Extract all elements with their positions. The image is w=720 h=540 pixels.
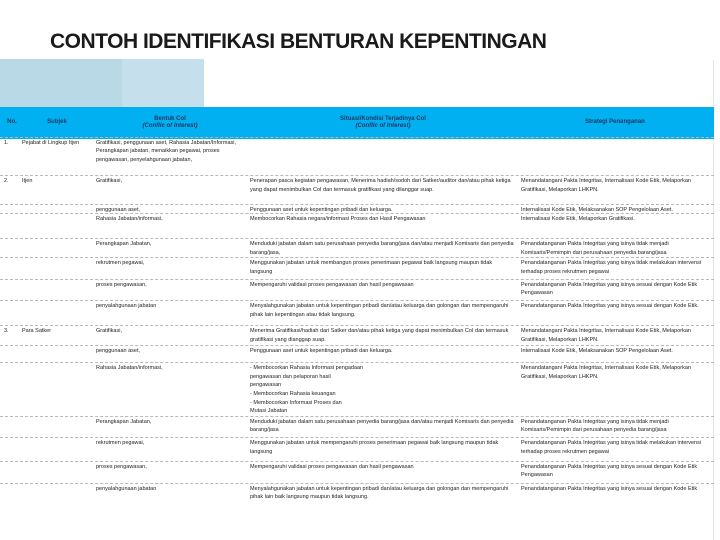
cell-bentuk: penyalahgunaan jabatan bbox=[96, 303, 157, 310]
cell-bentuk: rekrutmen pegawai, bbox=[96, 260, 145, 267]
row-separator bbox=[0, 345, 714, 346]
cell-situasi: Menyalahgunakan jabatan untuk kepentingan pribadi dan/atau keluarga dan golongan dan mempengaruhi pihak lain kepentingan atau tidak langsung. bbox=[250, 303, 509, 318]
row-separator bbox=[0, 257, 714, 258]
cell-strategi: Internalisasi Kode Etik, Melaporkan Gratifikasi. bbox=[521, 215, 635, 222]
cell-bentuk: Perangkapan Jabatan, bbox=[96, 241, 152, 248]
decorative-box bbox=[0, 59, 204, 107]
cell-situasi: Menyalahgunakan jabatan untuk kepentingan pribadi dan/atau keluarga dan golongan dan mempengaruhi pihak lain baik langsung maupun tidak langsung. bbox=[250, 485, 509, 501]
header-bentuk bbox=[94, 107, 246, 139]
row-separator bbox=[0, 204, 714, 205]
bullet-line: - Membocorkan Rahasia keuangan bbox=[250, 390, 336, 397]
cell-bentuk: Gratifikasi, penggunaan aset, Rahasia Jabatan/Informasi, Perangkapan jabatan, menaikkan pegawai, proses pengawasan, penyelahgunaan jabatan, bbox=[96, 139, 237, 163]
cell-strategi: Penandatanganan Pakta Integritas yang isinya tidak menjadi Komisaris/Pemimpin dari perusahaan penyedia barang/jasa bbox=[521, 241, 669, 256]
cell-situasi: Penerapan pasca kegiatan pengawasan, Menerima hadiah/sodoh dari Satker/auditor dan/atau pihak ketiga yang dapat menimbulkan CoI dan termasuk gratifikasi yang dilanggar suap. bbox=[250, 178, 511, 193]
cell-situasi: Menggunakan jabatan untuk mempengaruhi proses penerimaan pegawai baik langsung maupun tidak langsung bbox=[250, 440, 499, 455]
cell-bentuk: penyalahgunaan jabatan bbox=[96, 485, 157, 492]
bullet-line: - Membocorkan Informasi Proses dan bbox=[250, 399, 342, 406]
row-separator bbox=[0, 213, 714, 214]
cell-strategi: Menandatangani Pakta Integritas, Internalisasi Kode Etik, Melaporkan Gratifikasi, Melaporkan LHKPN. bbox=[521, 178, 691, 193]
row-separator bbox=[0, 238, 714, 239]
cell-situasi: Membocorkan Rahasia negara/informasi Proses dan Hasil Pengawasan bbox=[250, 215, 426, 222]
cell-bentuk: rekrutmen pegawai, bbox=[96, 440, 145, 447]
cell-strategi: Internalisasi Kode Etik, Melaksanakan SOP Pengelolaan Aset. bbox=[521, 347, 673, 354]
header-no-label: No. bbox=[7, 119, 17, 126]
cell-bentuk: penggunaan aset, bbox=[96, 347, 141, 354]
cell-bentuk: Perangkapan Jabatan, bbox=[96, 418, 152, 425]
cell-situasi: Penggunaan aset untuk kepentingan pribadi dan keluarga. bbox=[250, 206, 393, 213]
cell-strategi: Penandatanganan Pakta Integritas yang isinya tidak melakukan intervensi terhadap proses rekrutmen pegawai bbox=[521, 260, 702, 275]
row-separator bbox=[0, 362, 714, 363]
cell-strategi: Penandatanganan Pakta Integritas yang isinya sesuai dengan Kode Etik Pengawasan bbox=[521, 463, 698, 479]
cell-situasi: Menduduki jabatan dalam satu perusahaan penyedia barang/jasa dan/atau menjadi Komisaris dan penyedia barang/jasa, bbox=[250, 241, 514, 256]
cell-bentuk: proses pengawasan, bbox=[96, 281, 147, 288]
row-separator bbox=[0, 461, 714, 462]
cell-bentuk: penggunaan aset, bbox=[96, 206, 141, 213]
cell-no: 3. bbox=[4, 328, 9, 335]
cell-strategi: Penandatanganan Pakta Integritas yang isinya sesuai dengan Kode Etik. bbox=[521, 303, 699, 310]
header-situasi bbox=[250, 107, 516, 139]
cell-bentuk: proses pengawasan, bbox=[96, 463, 147, 470]
cell-bentuk: Rahasia Jabatan/informasi, bbox=[96, 365, 163, 372]
row-separator bbox=[0, 175, 714, 176]
bullet-line: pengawasan bbox=[250, 382, 282, 389]
slide-edge bbox=[713, 60, 720, 540]
cell-no: 1. bbox=[4, 139, 9, 146]
cell-situasi: Mempengaruhi validasi proses pengawasan dan hasil pengawasan bbox=[250, 463, 414, 470]
header-bentuk-sub: (Conflic of Interest) bbox=[142, 123, 198, 129]
cell-strategi: Penandatanganan Pakta Integritas yang isinya tidak menjadi Komisaris/Pemimpin dari perusahaan penyedia barang/jasa bbox=[521, 418, 669, 434]
cell-situasi: Penggunaan aset untuk kepentingan pribadi dan keluarga. bbox=[250, 347, 393, 354]
bullet-line: - Membocorkan Rahasia Informasi pengadaan bbox=[250, 365, 364, 372]
header-strategi bbox=[520, 107, 710, 139]
header-subjek-label: Subjek bbox=[47, 119, 67, 126]
row-separator bbox=[0, 437, 714, 438]
row-separator bbox=[0, 325, 714, 326]
bullet-line: pengawasan dan pelaporan hasil bbox=[250, 373, 331, 380]
cell-strategi: Menandatangani Pakta Integritas, Internalisasi Kode Etik, Melaporkan Gratifikasi, Melaporkan LHKPN. bbox=[521, 365, 691, 380]
cell-subjek: Pejabat di Lingkup Itjen bbox=[22, 139, 80, 146]
cell-bentuk: Gratifikasi, bbox=[96, 178, 122, 185]
header-no bbox=[2, 107, 22, 139]
cell-strategi: Penandatanganan Pakta Integritas yang isinya sesuai dengan Kode Etik bbox=[521, 485, 698, 492]
cell-strategi: Internalisasi Kode Etik, Melaksanakan SOP Pengelolaan Aset. bbox=[521, 206, 673, 213]
cell-no: 2. bbox=[4, 178, 9, 185]
header-bentuk-label: Bentuk CoI bbox=[154, 115, 186, 122]
cell-situasi: Mempengaruhi validasi proses pengawasan dan hasil pengawasan bbox=[250, 281, 414, 288]
header-strategi-label: Strategi Penanganan bbox=[585, 119, 645, 126]
cell-subjek: Itjen bbox=[22, 178, 33, 185]
header-situasi-sub: (Conflic of Interest) bbox=[355, 123, 411, 129]
cell-strategi: Penandatanganan Pakta Integritas yang isinya sesuai dengan Kode Etik Pengawasan bbox=[521, 281, 698, 297]
cell-bentuk: Rahasia Jabatan/informasi, bbox=[96, 215, 163, 222]
header-subjek bbox=[26, 107, 88, 139]
page-title: CONTOH IDENTIFIKASI BENTURAN KEPENTINGAN bbox=[50, 30, 547, 53]
cell-situasi bbox=[250, 364, 516, 415]
decorative-box-inner bbox=[0, 59, 122, 107]
cell-situasi: Menggunakan jabatan untuk membangun proses penerimaan pegawai baik langsung maupun tidak langsung bbox=[250, 260, 493, 275]
cell-strategi: Menandatangani Pakta Integritas, Internalisasi Kode Etik, Melaporkan Gratifikasi, Melaporkan LHKPN. bbox=[521, 328, 691, 343]
row-separator bbox=[0, 483, 714, 484]
cell-subjek: Para Satker bbox=[22, 328, 52, 335]
header-situasi-label: Situasi/Kondisi Terjadinya CoI bbox=[340, 115, 426, 122]
row-separator bbox=[0, 279, 714, 280]
bullet-line: Mutasi Jabatan bbox=[250, 408, 288, 415]
cell-situasi: Menduduki jabatan dalam satu perusahaan penyedia barang/jasa dan/atau menjadi Komisaris dan penyedia barang/jasa bbox=[250, 418, 514, 434]
row-separator bbox=[0, 300, 714, 301]
cell-strategi: Penandatanganan Pakta Integritas yang isinya tidak melakukan intervensi terhadap proses rekrutmen pegawai bbox=[521, 440, 702, 455]
row-separator bbox=[0, 416, 714, 417]
cell-bentuk: Gratifikasi, bbox=[96, 328, 122, 335]
row-separator bbox=[0, 137, 714, 138]
cell-situasi: Menerima Gratifikasi/hadiah dari Satker dan/atau pihak ketiga yang dapat menimbulkan CoI dan termasuk gratifikasi yang dianggap suap. bbox=[250, 328, 509, 343]
table-header bbox=[0, 107, 714, 139]
